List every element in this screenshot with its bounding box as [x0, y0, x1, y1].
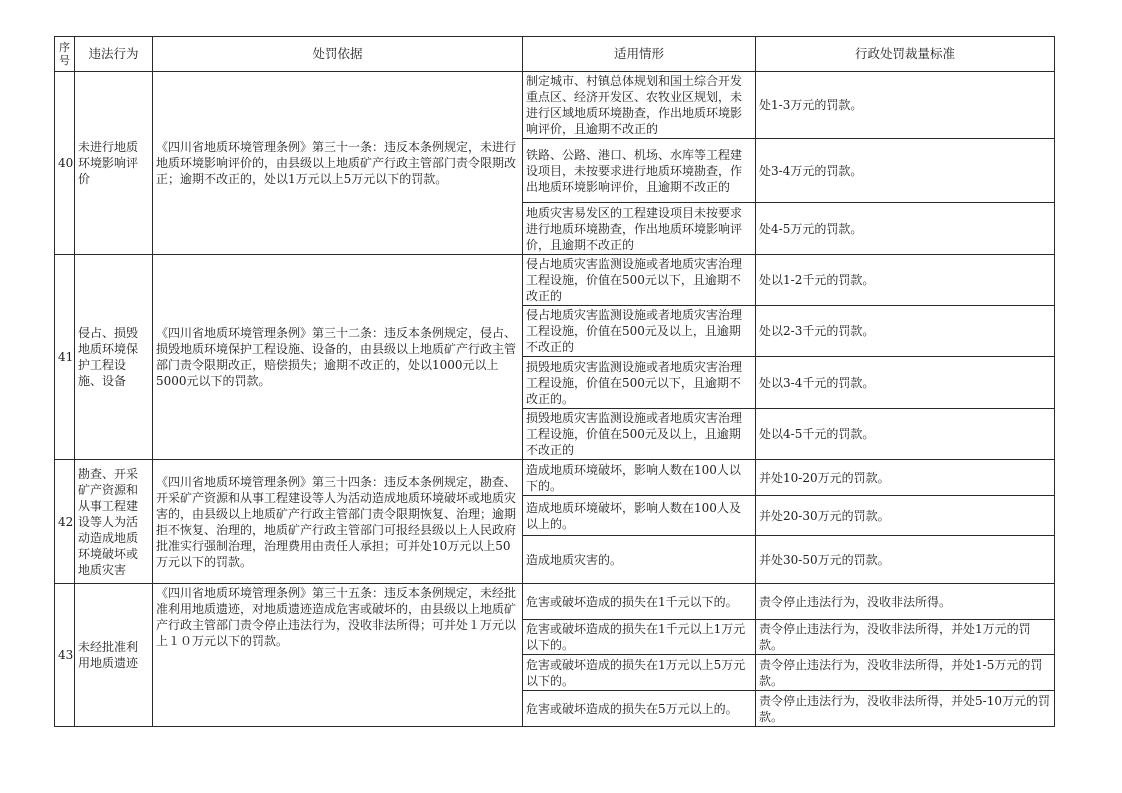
header-violation: 违法行为 [75, 37, 153, 72]
penalty-standard-table [54, 36, 1055, 727]
standard-cell: 并处30-50万元的罚款。 [756, 536, 1055, 584]
standard-cell: 处3-4万元的罚款。 [756, 139, 1055, 203]
situation-cell: 造成地质环境破坏，影响人数在100人以下的。 [523, 460, 756, 496]
standard-cell: 责令停止违法行为，没收非法所得，并处5-10万元的罚款。 [756, 691, 1055, 727]
standard-cell: 责令停止违法行为，没收非法所得。 [756, 584, 1055, 620]
penalty-basis-cell: 《四川省地质环境管理条例》第三十二条：违反本条例规定，侵占、损毁地质环境保护工程设施、设备的，由县级以上地质矿产行政主管部门责令限期改正，赔偿损失；逾期不改正的，处以1000元以上5000元以下的罚款。 [153, 255, 523, 460]
standard-cell: 处以2-3千元的罚款。 [756, 306, 1055, 357]
header-serial-number: 序号 [55, 37, 75, 72]
penalty-basis-cell: 《四川省地质环境管理条例》第三十五条：违反本条例规定，未经批准利用地质遗迹，对地质遗迹造成危害或破坏的，由县级以上地质矿产行政主管部门责令停止违法行为，没收非法所得；可并处１万元以上１０万元以下的罚款。 [153, 584, 523, 727]
violation-cell: 未进行地质环境影响评价 [75, 72, 153, 255]
situation-cell: 危害或破坏造成的损失在5万元以上的。 [523, 691, 756, 727]
row-number: 40 [55, 72, 75, 255]
violation-cell: 勘查、开采矿产资源和从事工程建设等人为活动造成地质环境破坏或地质灾害 [75, 460, 153, 584]
standard-cell: 责令停止违法行为，没收非法所得，并处1万元的罚款。 [756, 620, 1055, 655]
standard-cell: 处以1-2千元的罚款。 [756, 255, 1055, 306]
standard-cell: 处以3-4千元的罚款。 [756, 357, 1055, 409]
row-number: 42 [55, 460, 75, 584]
standard-cell: 处4-5万元的罚款。 [756, 203, 1055, 255]
table-row [55, 255, 1055, 306]
situation-cell: 铁路、公路、港口、机场、水库等工程建设项目，未按要求进行地质环境勘查，作出地质环境影响评价，且逾期不改正的 [523, 139, 756, 203]
standard-cell: 处以4-5千元的罚款。 [756, 409, 1055, 460]
situation-cell: 损毁地质灾害监测设施或者地质灾害治理工程设施，价值在500元以下，且逾期不改正的。 [523, 357, 756, 409]
violation-cell: 侵占、损毁地质环境保护工程设施、设备 [75, 255, 153, 460]
table-header-row [55, 37, 1055, 72]
situation-cell: 地质灾害易发区的工程建设项目未按要求进行地质环境勘查，作出地质环境影响评价，且逾期不改正的 [523, 203, 756, 255]
situation-cell: 造成地质环境破坏，影响人数在100人及以上的。 [523, 496, 756, 536]
violation-cell: 未经批准利用地质遗迹 [75, 584, 153, 727]
situation-cell: 危害或破坏造成的损失在1千元以上1万元以下的。 [523, 620, 756, 655]
situation-cell: 造成地质灾害的。 [523, 536, 756, 584]
situation-cell: 侵占地质灾害监测设施或者地质灾害治理工程设施，价值在500元及以上，且逾期不改正的 [523, 306, 756, 357]
penalty-basis-cell: 《四川省地质环境管理条例》第三十四条：违反本条例规定，勘查、开采矿产资源和从事工程建设等人为活动造成地质环境破坏或地质灾害的，由县级以上地质矿产行政主管部门责令限期恢复、治理；逾期拒不恢复、治理的，地质矿产行政主管部门可报经县级以上人民政府批准实行强制治理，治理费用由责任人承担；可并处10万元以上50万元以下的罚款。 [153, 460, 523, 584]
row-number: 41 [55, 255, 75, 460]
penalty-basis-cell: 《四川省地质环境管理条例》第三十一条：违反本条例规定，未进行地质环境影响评价的，由县级以上地质矿产行政主管部门责令限期改正；逾期不改正的，处以1万元以上5万元以下的罚款。 [153, 72, 523, 255]
row-number: 43 [55, 584, 75, 727]
table-row [55, 584, 1055, 620]
standard-cell: 处1-3万元的罚款。 [756, 72, 1055, 139]
table-row [55, 72, 1055, 139]
standard-cell: 并处20-30万元的罚款。 [756, 496, 1055, 536]
situation-cell: 侵占地质灾害监测设施或者地质灾害治理工程设施，价值在500元以下，且逾期不改正的 [523, 255, 756, 306]
situation-cell: 危害或破坏造成的损失在1千元以下的。 [523, 584, 756, 620]
standard-cell: 责令停止违法行为，没收非法所得，并处1-5万元的罚款。 [756, 655, 1055, 691]
situation-cell: 损毁地质灾害监测设施或者地质灾害治理工程设施，价值在500元及以上，且逾期不改正的 [523, 409, 756, 460]
table-row [55, 460, 1055, 496]
header-penalty-basis: 处罚依据 [153, 37, 523, 72]
header-discretion-standard: 行政处罚裁量标准 [756, 37, 1055, 72]
situation-cell: 制定城市、村镇总体规划和国土综合开发重点区、经济开发区、农牧业区规划，未进行区域地质环境勘查，作出地质环境影响评价，且逾期不改正的 [523, 72, 756, 139]
header-applicable-situation: 适用情形 [523, 37, 756, 72]
situation-cell: 危害或破坏造成的损失在1万元以上5万元以下的。 [523, 655, 756, 691]
standard-cell: 并处10-20万元的罚款。 [756, 460, 1055, 496]
